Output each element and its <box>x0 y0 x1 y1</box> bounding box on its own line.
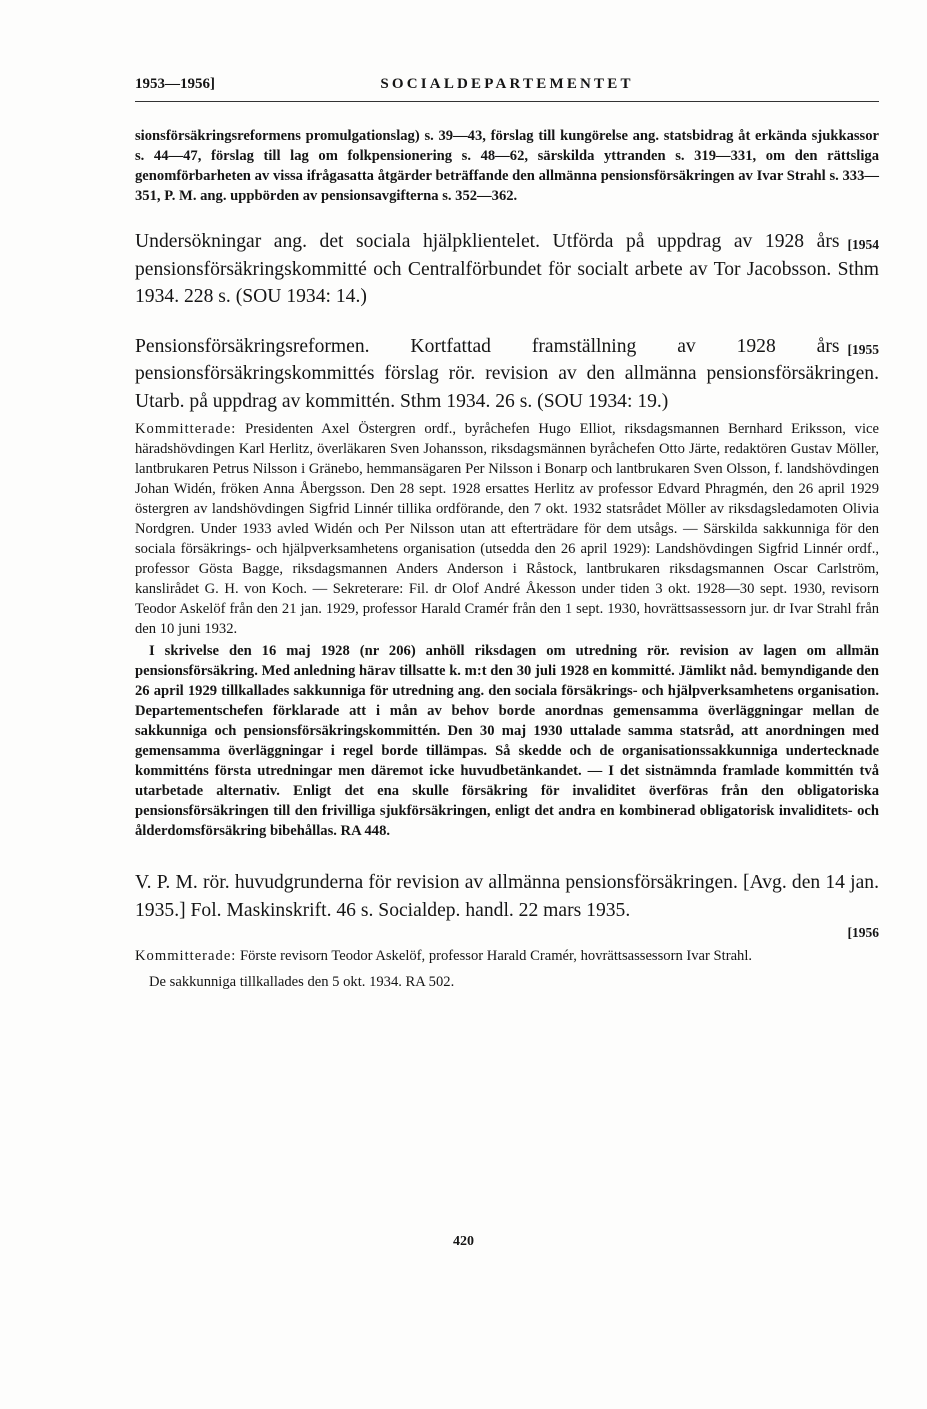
entry-number: [1954 <box>847 237 879 252</box>
committee-paragraph <box>135 419 879 639</box>
entry-1954 <box>135 228 879 311</box>
background-paragraph: I skrivelse den 16 maj 1928 (nr 206) anhöll riksdagen om utredning rör. revision av lagen om allmän pensionsförsäkring. Med anledning härav tillsatte k. m:t den 30 juli 1928 en kommitté. Jämlikt nåd. bemyndigande den 26 april 1929 tillkallades sakkunniga för utredning ang. den sociala försäkrings- och hjälpverksamhetens organisation. Departementschefen förklarade att i mån av behov borde anordnas gemensamma överläggningar mellan de sakkunniga och pensionsförsäkringskommittén. Den 30 maj 1930 uttalade samma statsråd, att anordningen med gemensamma överläggningar i regel borde tillämpas. Så skedde och de organisationssakkunniga undertecknade kommitténs första utredningar men däremot icke huvudbetänkandet. — I det sistnämnda framlade kommittén två utarbetade alternativ. Enligt det ena skulle försäkring för invaliditet överföras från den obligatoriska pensionsförsäkringen till den frivilliga sjukförsäkringen, enligt det andra en kombinerad obligatorisk invaliditets- och ålderdomsförsäkring bibehållas. RA 448. <box>135 643 879 839</box>
running-header <box>135 76 879 98</box>
committee-label: Kommitterade: <box>135 948 237 964</box>
header-title: SOCIALDEPARTEMENTET <box>380 76 634 92</box>
committee-text: Presidenten Axel Östergren ordf., byråchefen Hugo Elliot, riksdagsmannen Bernhard Eriksson, vice häradshövdingen Karl Herlitz, överläkaren Sven Johansson, riksdagsmännen byråchefen Otto Järte, redaktören Gustav Möller, lantbrukaren Petrus Nilsson i Gränebo, hemmansägaren Per Nilsson i Bonarp och lantbrukaren Sven Olsson, f. landshövdingen Johan Widén, fröken Anna Åbergsson. Den 28 sept. 1928 ersattes Herlitz av professor Edvard Phragmén, den 26 april 1929 östergren av landshövdingen Sigfrid Linnér tillika ordförande, den 7 okt. 1932 statsrådet Möller av riksdagsledamoten Olivia Nordgren. Under 1933 avled Widén och Per Nilsson utan att efterträdare för dem utsågs. — Särskilda sakkunniga för den sociala försäkrings- och hjälpverksamhetens organisation (utsedda den 26 april 1929): Landshövdingen Sigfrid Linnér ordf., professor Gösta Bagge, riksdagsmannen Anders Anderson i Råstock, lantbrukaren riksdagsmannen Oscar Carlström, kanslirådet G. H. von Koch. — Sekreterare: Fil. dr Olof André Åkesson under tiden 3 okt. 1928—30 sept. 1930, revisorn Teodor Askelöf från den 21 jan. 1929, professor Harald Cramér från den 1 sept. 1930, hovrättsassessorn jur. dr Ivar Strahl från den 10 juni 1932. <box>135 421 879 637</box>
page-body <box>135 126 879 992</box>
entry-title: Undersökningar ang. det sociala hjälpklientelet. Utförda på uppdrag av 1928 års pensionsförsäkringskommitté och Centralförbundet för socialt arbete av Tor Jacobsson. Sthm 1934. 228 s. (SOU 1934: 14.) <box>135 231 879 307</box>
entry-1955 <box>135 333 879 842</box>
entry-number: [1955 <box>847 341 879 357</box>
header-entry-range: 1953—1956] <box>135 76 215 92</box>
committee-text: Förste revisorn Teodor Askelöf, professor Harald Cramér, hovrättsassessorn Ivar Strahl. <box>240 948 753 964</box>
committee-label: Kommitterade: <box>135 421 237 437</box>
entry-title: V. P. M. rör. huvudgrunderna för revision av allmänna pensionsförsäkringen. [Avg. den 14 jan. 1935.] Fol. Maskinskrift. 46 s. Socialdep. handl. 22 mars 1935. <box>135 872 879 921</box>
entry-1956 <box>135 869 879 992</box>
continuation-paragraph: sionsförsäkringsreformens promulgationslag) s. 39—43, förslag till kungörelse ang. statsbidrag åt erkända sjukkassor s. 44—47, förslag till lag om folkpensionering s. 48—62, särskilda yttranden s. 319—331, om den rättsliga genomförbarheten av vissa ifrågasatta åtgärder beträffande den allmänna pensionsförsäkringen av Ivar Strahl s. 333—351, P. M. ang. uppbörden av pensionsavgifterna s. 352—362. <box>135 128 879 204</box>
entry-number: [1956 <box>847 925 879 940</box>
committee-paragraph <box>135 946 879 966</box>
entry-title: Pensionsförsäkringsreformen. Kortfattad framställning av 1928 års pensionsförsäkringskommittés förslag rör. revision av den allmänna pensionsförsäkringen. Utarb. på uppdrag av kommittén. Sthm 1934. 26 s. (SOU 1934: 19.) <box>135 335 879 412</box>
header-rule <box>135 101 879 102</box>
note-paragraph: De sakkunniga tillkallades den 5 okt. 1934. RA 502. <box>149 974 455 990</box>
page-number: 420 <box>453 1234 474 1249</box>
